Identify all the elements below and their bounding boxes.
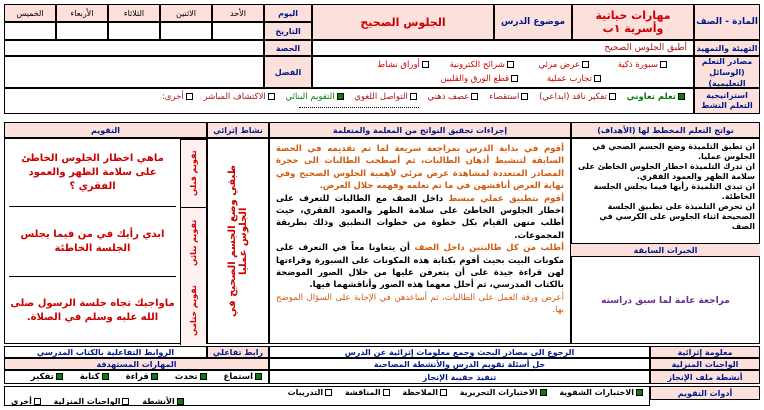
checkbox-icon[interactable] <box>582 61 589 68</box>
skills-cell <box>4 370 269 384</box>
objective-item: ان تطبق التلميذة وضع الجسم الصحي في الجلوس عمليا. <box>592 142 755 161</box>
tool-oral-tests[interactable]: الاختبارات الشفوية <box>559 388 643 397</box>
day-label: اليوم <box>264 4 312 22</box>
checkbox-icon[interactable] <box>609 93 616 100</box>
checkbox-icon[interactable] <box>521 93 528 100</box>
evaluation-column <box>4 138 207 344</box>
intro-value-cell <box>312 40 694 56</box>
checkbox-icon[interactable] <box>122 398 129 405</box>
objective-item: ان تبدي التلميذة رأيها فيما يجلس الجلسة الخاطئة. <box>593 182 755 201</box>
strategy-other[interactable]: أخرى: <box>162 92 193 102</box>
checkbox-icon[interactable] <box>268 93 275 100</box>
date-label: التاريخ <box>264 22 312 40</box>
topic-label: موضوع الدرس <box>494 4 572 40</box>
targeted-skills-label: المهارات المستهدفة <box>4 358 269 370</box>
checkbox-icon[interactable] <box>34 398 41 405</box>
checkbox-icon[interactable] <box>540 389 547 396</box>
date-cell <box>56 22 108 40</box>
day-wed: الأربعاء <box>56 4 108 22</box>
resource-slides[interactable]: شرائح الكترونية <box>450 60 514 70</box>
strategy-critical[interactable]: تفكير ناقد (ابداعي) <box>539 92 616 102</box>
enrichment-text: طبقي وضع الجسم الصحيح في الجلوس عمليا <box>227 164 249 318</box>
checkbox-icon[interactable] <box>337 93 344 100</box>
tool-discussion[interactable]: المناقشة <box>345 388 390 397</box>
procedure-step-1: أقوم في بداية الدرس بمراجعة سريعة لما تم تقديمه في الحصة السابقة لتنشيط أذهان الطالبات، ثم أصطحب الطالبات الى حجرة المصادر المتعددة لمشاهدة عرض مرئي لأهمية الجلوس الصحيح وفي نهاية العرض أناقشهن في ما تم تعلمه وفهمه خلال العرض. <box>276 144 564 192</box>
enrichment-column <box>207 138 269 344</box>
checkbox-icon[interactable] <box>200 373 207 380</box>
strategy-language[interactable]: التواصل اللغوي <box>354 92 417 102</box>
prior-label: الخبرات السابقة <box>571 243 760 257</box>
tool-observation[interactable]: الملاحظة <box>402 388 447 397</box>
stage-pre: تقويم قبلي <box>181 139 206 207</box>
skill-listening[interactable]: استماع <box>224 372 262 382</box>
resources-label: مصادر التعلم (الوسائل التعليمية) <box>694 56 760 88</box>
date-cell <box>160 22 212 40</box>
date-cell <box>4 22 56 40</box>
skill-thinking[interactable]: تفكير <box>31 372 63 382</box>
class-cells <box>4 56 264 88</box>
checkbox-icon[interactable] <box>594 75 601 82</box>
col-activity: نشاط إثرائي <box>207 122 269 138</box>
tool-exercises[interactable]: التدريبات <box>288 388 333 397</box>
strategy-inquiry[interactable]: استقصاء <box>489 92 528 102</box>
strategy-formative[interactable]: التقويم البنائي <box>286 92 344 102</box>
strategies-dotline <box>299 107 419 108</box>
eval-question-3: ماواجبك تجاه جلسة الرسول صلى الله عليه وسلم في الصلاة. <box>10 298 175 323</box>
objectives-column <box>571 138 760 344</box>
col-outcomes: نواتج التعلم المخطط لها (الأهداف) <box>571 122 760 138</box>
resource-paper-pieces[interactable]: قطع الورق والقلبين <box>440 74 518 84</box>
tools-label: أدوات التقويم <box>650 386 760 400</box>
resources-cell <box>312 56 694 88</box>
date-cell <box>108 22 160 40</box>
procedure-step-2: داخل الصف مع الطالبات للتعرف على اخطار الجلوس الخاطئ على سلامة الظهر والعمود الفقري، حيث أطلب منهن القيام بكل خطوة من خطوات التطبيق وذلك بطريقة المجموعات. <box>276 193 564 241</box>
checkbox-icon[interactable] <box>511 75 518 82</box>
intro-value: أطبق الجلوس الصحيح <box>604 43 687 53</box>
checkbox-icon[interactable] <box>660 61 667 68</box>
day-sun: الأحد <box>212 4 264 22</box>
checkbox-icon[interactable] <box>102 373 109 380</box>
checkbox-icon[interactable] <box>678 93 685 100</box>
homework-value: حل أسئلة تقويم الدرس والأنشطة المصاحبة <box>269 358 650 370</box>
resource-video[interactable]: عرض مرئي <box>539 60 589 70</box>
checkbox-icon[interactable] <box>56 373 63 380</box>
tools-cell <box>4 386 650 406</box>
topic-value: الجلوس الصحيح <box>312 4 494 40</box>
procedure-step-4: أعرض ورقة العمل على الطالبات، ثم أساعدهن في الإجابة على السؤال الموضح بها. <box>276 292 564 316</box>
skill-reading[interactable]: قراءة <box>126 372 158 382</box>
checkbox-icon[interactable] <box>383 389 390 396</box>
achievement-value: تنفيذ حقيبة الإنجاز <box>269 370 650 384</box>
checkbox-icon[interactable] <box>151 373 158 380</box>
subject-label: المادة - الصف <box>694 4 760 40</box>
stage-formative: تقويم بنائي <box>181 207 206 277</box>
date-cell <box>212 22 264 40</box>
tool-homework[interactable]: الواجبات المنزلية <box>54 397 130 406</box>
skill-writing[interactable]: كتابة <box>80 372 109 382</box>
eval-question-1: ماهي اخطار الجلوس الخاطئ على سلامة الظهر والعمود الفقري ؟ <box>9 139 176 207</box>
eval-question-2: ابدي رأيك في من فيما يجلس الجلسة الخاطئة <box>9 207 176 277</box>
checkbox-icon[interactable] <box>410 93 417 100</box>
checkbox-icon[interactable] <box>325 389 332 396</box>
interactive-links-value[interactable]: الروابط التفاعلية بالكتاب المدرسي <box>4 346 207 358</box>
intro-label: التهيئة والتمهيد <box>694 40 760 56</box>
checkbox-icon[interactable] <box>186 93 193 100</box>
col-procedures: إجراءات تحقيق النواتج من المعلمة والمتعلمة <box>269 122 571 138</box>
day-thu: الخميس <box>4 4 56 22</box>
resource-worksheets[interactable]: أوراق نشاط <box>377 60 429 70</box>
tool-activities[interactable]: الأنشطة <box>142 397 184 406</box>
checkbox-icon[interactable] <box>177 398 184 405</box>
resource-experiments[interactable]: تجارب عملية <box>547 74 601 84</box>
checkbox-icon[interactable] <box>440 389 447 396</box>
strategies-label: استراتيجية التعلم النشط <box>694 88 760 114</box>
col-evaluation: التقويم <box>4 122 207 138</box>
evaluation-stages <box>180 139 206 345</box>
period-cells <box>4 40 264 56</box>
procedure-step-2-lead: أقوم بتطبيق عملي مبسط <box>448 193 564 204</box>
procedure-step-3-lead: أطلب من كل طالبتين داخل الصف <box>414 243 564 254</box>
subject-value: مهارات حياتية وأسرية ١ب <box>572 4 694 40</box>
class-label: الفصل <box>264 56 312 88</box>
achievement-file-label: أنشطة ملف الإنجاز <box>650 370 760 384</box>
day-mon: الاثنين <box>160 4 212 22</box>
skill-speaking[interactable]: تحدث <box>175 372 207 382</box>
checkbox-icon[interactable] <box>422 61 429 68</box>
objective-item: ان تدرك التلميذة اخطار الجلوس الخاطئ على سلامة الظهر والعمود الفقري. <box>577 162 755 181</box>
period-label: الحصة <box>264 40 312 56</box>
stage-final: تقويم ختامي <box>189 285 198 337</box>
resource-smartboard[interactable]: سبورة ذكية <box>618 60 667 70</box>
prior-value: مراجعة عامة لما سبق دراسته <box>601 296 730 306</box>
enrichment-info-label: معلومة إثرائية <box>650 346 760 358</box>
strategies-cell <box>4 88 694 114</box>
procedure-step-3: أن يتعاونا معاً في التعرف على مكونات البيت بحيث أقوم بكتابة هذه المكونات على السبورة وقراءتها لهن قراءة جيدة على أن يتعرفن عليها من خلال الصور الموضحة بالكتاب المدرسي، ثم أحلل معهما هذه الصور وأناقشهما فيها. <box>276 243 564 291</box>
procedures-column <box>269 138 571 344</box>
tool-other[interactable]: أخرى <box>11 397 41 406</box>
enrichment-info-value: الرجوع الى مصادر البحث وجمع معلومات إثرائية عن الدرس <box>269 346 650 358</box>
interactive-link-label: رابط تفاعلي <box>207 346 269 358</box>
checkbox-icon[interactable] <box>507 61 514 68</box>
strategy-cooperative[interactable]: تعلم تعاوني <box>627 92 685 102</box>
objective-item: ان تحرص التلميذة على تطبيق الجلسة الصحيحة اثناء الجلوس على الكرسي في الصف <box>599 202 755 231</box>
objectives-list <box>576 142 755 232</box>
strategy-brainstorm[interactable]: عصف ذهني <box>428 92 479 102</box>
homework-label: الواجبات المنزلية <box>650 358 760 370</box>
tool-written-tests[interactable]: الاختبارات التحريرية <box>460 388 547 397</box>
strategy-discovery[interactable]: الاكتشاف المباشر <box>203 92 274 102</box>
checkbox-icon[interactable] <box>471 93 478 100</box>
day-tue: الثلاثاء <box>108 4 160 22</box>
checkbox-icon[interactable] <box>255 373 262 380</box>
checkbox-icon[interactable] <box>636 389 643 396</box>
